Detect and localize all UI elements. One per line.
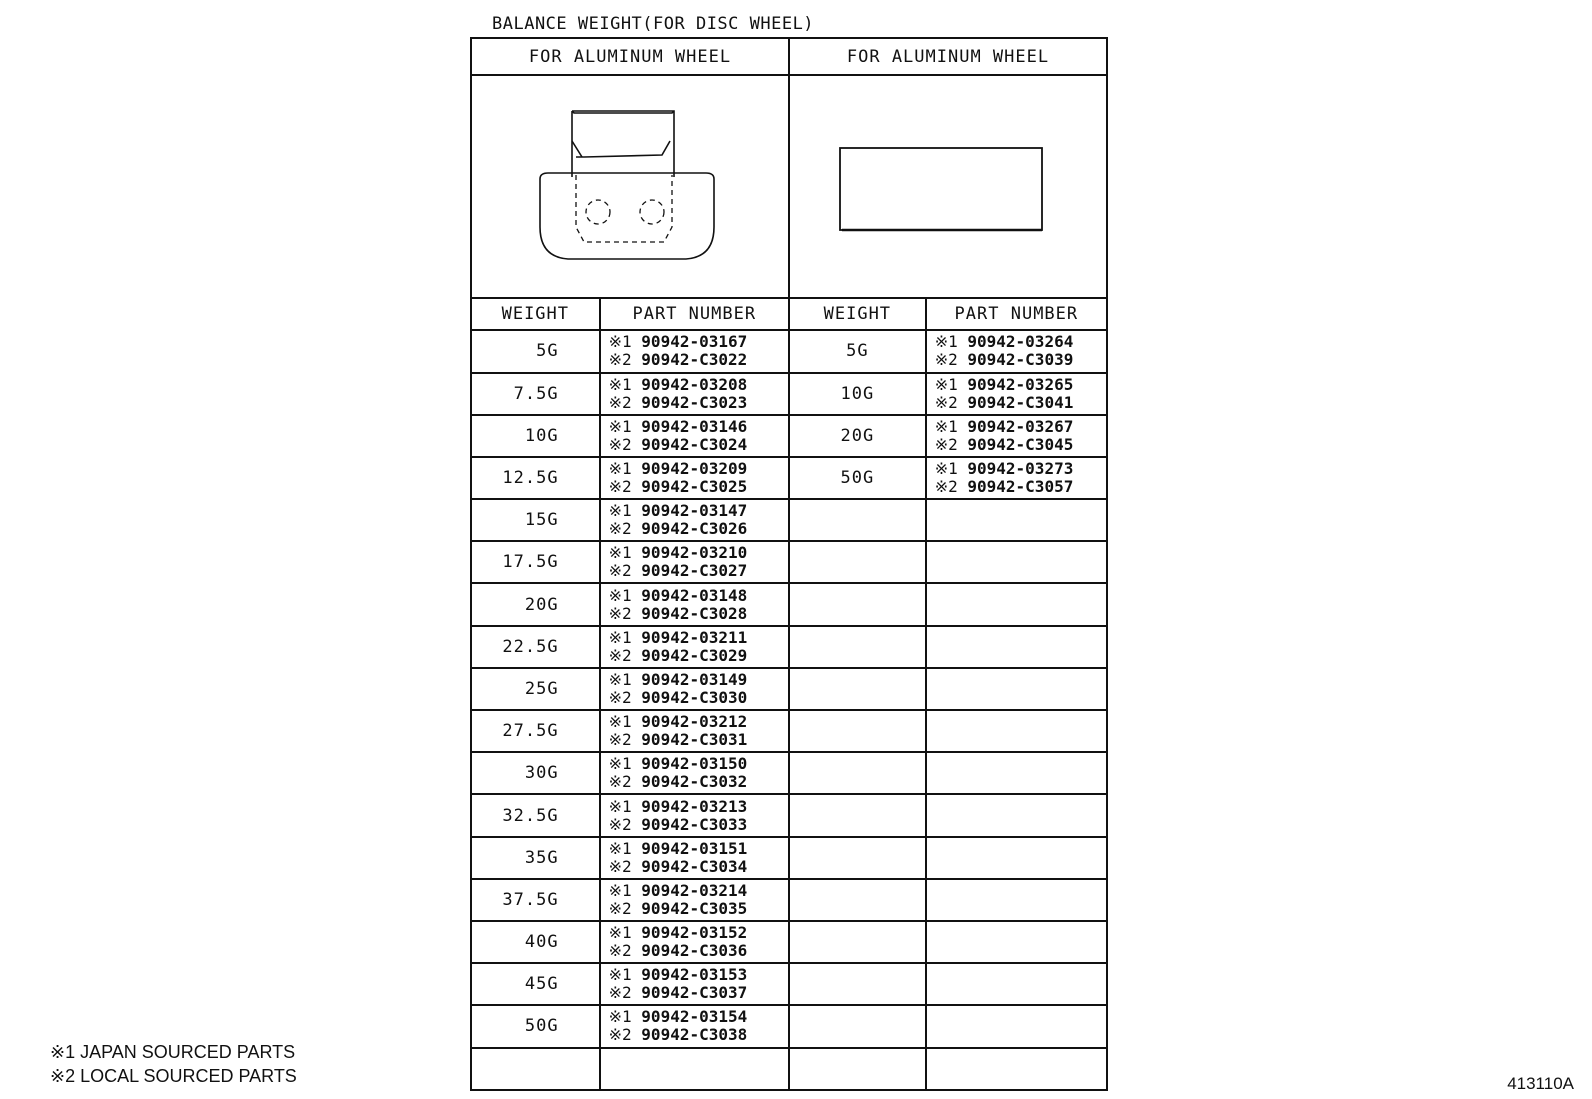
source-mark: ※1 xyxy=(608,712,632,732)
japan-part-number: 90942-03213 xyxy=(641,796,748,816)
left-weight-cell: 50G xyxy=(471,1005,600,1047)
local-part-number: 90942-C3057 xyxy=(967,477,1074,497)
left-weight-cell: 45G xyxy=(471,963,600,1005)
source-mark: ※1 xyxy=(608,585,632,605)
local-part-number: 90942-C3034 xyxy=(641,856,748,876)
source-mark: ※1 xyxy=(608,374,632,394)
local-part-number: 90942-C3041 xyxy=(967,392,1074,412)
source-mark: ※1 xyxy=(934,459,958,479)
source-mark: ※2 xyxy=(934,392,958,412)
left-part-number-column-header: PART NUMBER xyxy=(600,298,789,330)
source-mark: ※2 xyxy=(608,1025,632,1045)
source-mark: ※2 xyxy=(608,477,632,497)
source-mark: ※2 xyxy=(608,350,632,370)
left-part-number-cell xyxy=(600,583,789,625)
table-row xyxy=(471,499,1107,541)
local-part-number: 90942-C3030 xyxy=(641,687,748,707)
left-weight-cell: 5G xyxy=(471,330,600,372)
left-weight-cell: 27.5G xyxy=(471,710,600,752)
source-mark: ※2 xyxy=(608,603,632,623)
japan-part-number: 90942-03151 xyxy=(641,838,748,858)
source-mark: ※2 xyxy=(608,434,632,454)
left-part-number-cell xyxy=(600,710,789,752)
right-part-number-cell xyxy=(926,373,1107,415)
right-weight-cell xyxy=(789,583,926,625)
source-mark: ※2 xyxy=(608,814,632,834)
source-mark: ※1 xyxy=(608,796,632,816)
source-mark: ※1 xyxy=(608,965,632,985)
table-row xyxy=(471,541,1107,583)
clip-weight-illustration-cell xyxy=(471,75,789,298)
local-part-number: 90942-C3035 xyxy=(641,898,748,918)
left-part-number-cell xyxy=(600,541,789,583)
right-part-number-cell xyxy=(926,794,1107,836)
left-weight-cell: 40G xyxy=(471,921,600,963)
local-part-number: 90942-C3031 xyxy=(641,730,748,750)
source-mark: ※1 xyxy=(608,880,632,900)
table-row xyxy=(471,415,1107,457)
left-weight-cell: 25G xyxy=(471,668,600,710)
source-mark: ※1 xyxy=(608,627,632,647)
source-mark: ※1 xyxy=(608,543,632,563)
table-row xyxy=(471,330,1107,372)
right-weight-cell xyxy=(789,879,926,921)
footnote-local-sourced: ※2 LOCAL SOURCED PARTS xyxy=(50,1066,297,1086)
right-weight-cell xyxy=(789,794,926,836)
left-part-number-cell xyxy=(600,373,789,415)
table-row xyxy=(471,921,1107,963)
table-row xyxy=(471,668,1107,710)
local-part-number: 90942-C3039 xyxy=(967,350,1074,370)
table-row xyxy=(471,752,1107,794)
left-part-number-cell xyxy=(600,963,789,1005)
source-mark: ※2 xyxy=(608,856,632,876)
local-part-number: 90942-C3029 xyxy=(641,645,748,665)
right-weight-cell: 5G xyxy=(789,330,926,372)
right-weight-cell xyxy=(789,752,926,794)
japan-part-number: 90942-03150 xyxy=(641,754,748,774)
right-part-number-cell xyxy=(926,1005,1107,1047)
left-part-number-cell xyxy=(600,837,789,879)
right-part-number-cell xyxy=(926,626,1107,668)
right-part-number-cell xyxy=(926,668,1107,710)
table-row xyxy=(471,837,1107,879)
table-row xyxy=(471,457,1107,499)
right-part-number-cell xyxy=(926,921,1107,963)
right-part-number-cell xyxy=(926,879,1107,921)
source-mark: ※2 xyxy=(608,898,632,918)
local-part-number: 90942-C3022 xyxy=(641,350,748,370)
right-part-number-cell xyxy=(926,752,1107,794)
japan-part-number: 90942-03147 xyxy=(641,501,748,521)
left-weight-cell: 22.5G xyxy=(471,626,600,668)
table-row xyxy=(471,1048,1107,1090)
source-mark: ※1 xyxy=(934,416,958,436)
left-weight-cell: 12.5G xyxy=(471,457,600,499)
right-weight-cell xyxy=(789,668,926,710)
source-mark: ※1 xyxy=(608,332,632,352)
left-weight-cell: 10G xyxy=(471,415,600,457)
footnotes xyxy=(50,1040,297,1088)
japan-part-number: 90942-03214 xyxy=(641,880,748,900)
clip-on-weight-diagram xyxy=(472,77,784,293)
left-weight-cell: 37.5G xyxy=(471,879,600,921)
right-weight-cell xyxy=(789,499,926,541)
source-mark: ※2 xyxy=(608,941,632,961)
source-mark: ※2 xyxy=(608,519,632,539)
footnote-japan-sourced: ※1 JAPAN SOURCED PARTS xyxy=(50,1042,296,1062)
source-mark: ※1 xyxy=(608,838,632,858)
page-title: BALANCE WEIGHT(FOR DISC WHEEL) xyxy=(492,14,815,34)
japan-part-number: 90942-03146 xyxy=(641,416,748,436)
right-weight-cell xyxy=(789,963,926,1005)
left-weight-cell: 15G xyxy=(471,499,600,541)
local-part-number: 90942-C3037 xyxy=(641,983,748,1003)
balance-weight-table xyxy=(470,37,1108,1091)
source-mark: ※2 xyxy=(608,645,632,665)
source-mark: ※2 xyxy=(934,477,958,497)
figure-code: 413110A xyxy=(1507,1074,1574,1093)
left-part-number-cell xyxy=(600,457,789,499)
right-part-number-cell xyxy=(926,499,1107,541)
source-mark: ※1 xyxy=(608,1007,632,1027)
right-part-number-cell xyxy=(926,457,1107,499)
local-part-number: 90942-C3036 xyxy=(641,941,748,961)
japan-part-number: 90942-03211 xyxy=(641,627,748,647)
right-part-number-cell xyxy=(926,330,1107,372)
table-row xyxy=(471,626,1107,668)
right-weight-cell xyxy=(789,921,926,963)
local-part-number: 90942-C3025 xyxy=(641,477,748,497)
source-mark: ※1 xyxy=(608,669,632,689)
japan-part-number: 90942-03167 xyxy=(641,332,748,352)
right-weight-cell xyxy=(789,1005,926,1047)
left-weight-cell: 30G xyxy=(471,752,600,794)
japan-part-number: 90942-03209 xyxy=(641,459,748,479)
local-part-number: 90942-C3028 xyxy=(641,603,748,623)
source-mark: ※1 xyxy=(608,416,632,436)
japan-part-number: 90942-03212 xyxy=(641,712,748,732)
source-mark: ※1 xyxy=(934,374,958,394)
japan-part-number: 90942-03273 xyxy=(967,459,1074,479)
right-part-number-cell xyxy=(926,541,1107,583)
right-part-number-cell xyxy=(926,583,1107,625)
table-row xyxy=(471,583,1107,625)
right-weight-cell xyxy=(789,541,926,583)
left-weight-cell: 20G xyxy=(471,583,600,625)
right-weight-cell xyxy=(789,626,926,668)
left-part-number-cell xyxy=(600,794,789,836)
left-part-number-cell xyxy=(600,499,789,541)
japan-part-number: 90942-03149 xyxy=(641,669,748,689)
right-weight-column-header: WEIGHT xyxy=(789,298,926,330)
japan-part-number: 90942-03267 xyxy=(967,416,1074,436)
adhesive-weight-illustration-cell xyxy=(789,75,1107,298)
right-part-number-cell xyxy=(926,963,1107,1005)
source-mark: ※1 xyxy=(608,923,632,943)
japan-part-number: 90942-03152 xyxy=(641,923,748,943)
right-weight-cell: 10G xyxy=(789,373,926,415)
left-part-number-cell xyxy=(600,415,789,457)
local-part-number: 90942-C3023 xyxy=(641,392,748,412)
left-weight-column-header: WEIGHT xyxy=(471,298,600,330)
source-mark: ※1 xyxy=(608,754,632,774)
left-part-number-cell xyxy=(600,330,789,372)
source-mark: ※2 xyxy=(934,434,958,454)
right-weight-cell xyxy=(789,837,926,879)
left-part-number-cell xyxy=(600,1048,789,1090)
right-weight-cell xyxy=(789,1048,926,1090)
source-mark: ※2 xyxy=(608,561,632,581)
source-mark: ※2 xyxy=(608,772,632,792)
right-weight-cell xyxy=(789,710,926,752)
left-weight-cell xyxy=(471,1048,600,1090)
local-part-number: 90942-C3038 xyxy=(641,1025,748,1045)
source-mark: ※2 xyxy=(608,392,632,412)
adhesive-weight-diagram xyxy=(790,77,1104,293)
local-part-number: 90942-C3024 xyxy=(641,434,748,454)
left-part-number-cell xyxy=(600,626,789,668)
left-part-number-cell xyxy=(600,879,789,921)
left-part-number-cell xyxy=(600,668,789,710)
right-part-number-column-header: PART NUMBER xyxy=(926,298,1107,330)
japan-part-number: 90942-03154 xyxy=(641,1007,748,1027)
source-mark: ※2 xyxy=(608,730,632,750)
source-mark: ※2 xyxy=(608,687,632,707)
source-mark: ※1 xyxy=(934,332,958,352)
right-section-header: FOR ALUMINUM WHEEL xyxy=(789,38,1107,75)
table-row xyxy=(471,794,1107,836)
left-weight-cell: 7.5G xyxy=(471,373,600,415)
right-part-number-cell xyxy=(926,415,1107,457)
local-part-number: 90942-C3032 xyxy=(641,772,748,792)
table-row xyxy=(471,373,1107,415)
japan-part-number: 90942-03208 xyxy=(641,374,748,394)
source-mark: ※2 xyxy=(934,350,958,370)
japan-part-number: 90942-03210 xyxy=(641,543,748,563)
local-part-number: 90942-C3045 xyxy=(967,434,1074,454)
source-mark: ※1 xyxy=(608,501,632,521)
japan-part-number: 90942-03264 xyxy=(967,332,1074,352)
local-part-number: 90942-C3026 xyxy=(641,519,748,539)
left-weight-cell: 17.5G xyxy=(471,541,600,583)
left-part-number-cell xyxy=(600,752,789,794)
source-mark: ※1 xyxy=(608,459,632,479)
local-part-number: 90942-C3033 xyxy=(641,814,748,834)
japan-part-number: 90942-03148 xyxy=(641,585,748,605)
right-part-number-cell xyxy=(926,710,1107,752)
japan-part-number: 90942-03265 xyxy=(967,374,1074,394)
local-part-number: 90942-C3027 xyxy=(641,561,748,581)
table-row xyxy=(471,879,1107,921)
source-mark: ※2 xyxy=(608,983,632,1003)
right-part-number-cell xyxy=(926,837,1107,879)
right-part-number-cell xyxy=(926,1048,1107,1090)
left-part-number-cell xyxy=(600,921,789,963)
right-weight-cell: 50G xyxy=(789,457,926,499)
left-weight-cell: 35G xyxy=(471,837,600,879)
right-weight-cell: 20G xyxy=(789,415,926,457)
left-section-header: FOR ALUMINUM WHEEL xyxy=(471,38,789,75)
left-weight-cell: 32.5G xyxy=(471,794,600,836)
japan-part-number: 90942-03153 xyxy=(641,965,748,985)
table-row xyxy=(471,1005,1107,1047)
table-row xyxy=(471,710,1107,752)
table-row xyxy=(471,963,1107,1005)
left-part-number-cell xyxy=(600,1005,789,1047)
